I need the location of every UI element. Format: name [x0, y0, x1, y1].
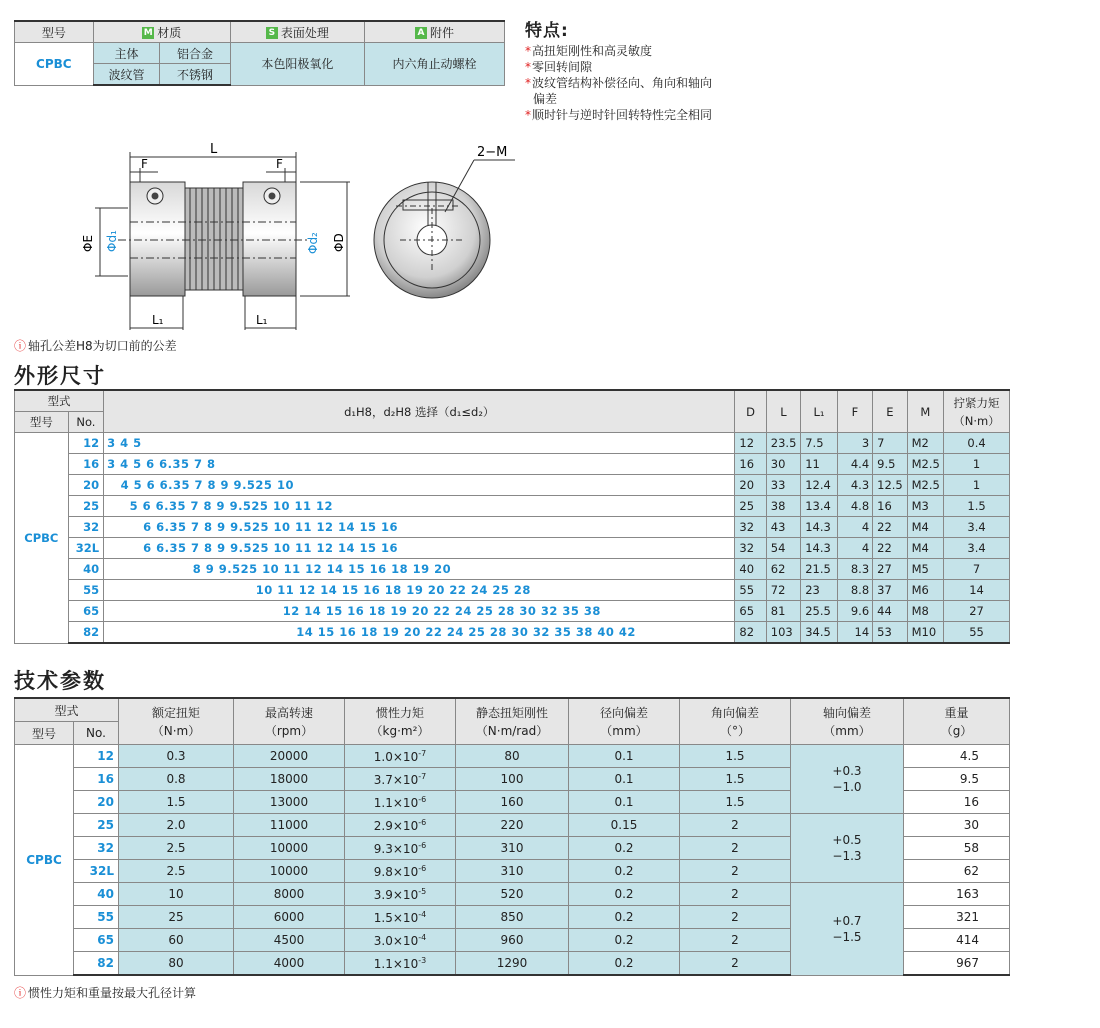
dims-model: CPBC — [15, 433, 69, 644]
dims-cell-L: 30 — [766, 454, 800, 475]
dims-cell-T: 3.4 — [944, 538, 1010, 559]
feature-item: 偏差 — [533, 92, 558, 106]
info-icon: ⓘ — [14, 339, 27, 353]
dims-cell-no: 65 — [68, 601, 103, 622]
dims-cell-select: 4 5 6 6.35 7 8 9 9.525 10 — [104, 475, 735, 496]
dims-cell-F: 14 — [837, 622, 872, 644]
tech-title: 技术参数 — [14, 669, 106, 693]
dims-cell-L: 33 — [766, 475, 800, 496]
dims-cell-F: 4 — [837, 517, 872, 538]
dims-cell-E: 22 — [873, 538, 907, 559]
spec-mat1-val: 铝合金 — [160, 43, 231, 64]
tech-cell-angular: 2 — [680, 814, 791, 837]
tech-cell-angular: 1.5 — [680, 791, 791, 814]
tech-cell-speed: 10000 — [234, 860, 345, 883]
spec-mat2-part: 波纹管 — [93, 64, 160, 86]
table-row — [15, 496, 1010, 517]
dims-cell-L1: 34.5 — [801, 622, 837, 644]
dims-cell-no: 40 — [68, 559, 103, 580]
dims-cell-M: M2.5 — [907, 475, 943, 496]
dims-cell-no: 55 — [68, 580, 103, 601]
spec-header-accessory: A 附件 — [364, 21, 504, 43]
spec-accessory: 内六角止动螺栓 — [364, 43, 504, 86]
tech-cell-inertia: $3.0\times 10^{-4}$ — [345, 929, 456, 952]
note-inertia: ⓘ 惯性力矩和重量按最大孔径计算 — [14, 986, 197, 1000]
dims-cell-select: 8 9 9.525 10 11 12 14 15 16 18 19 20 — [104, 559, 735, 580]
tech-header-form: 型式 — [15, 698, 119, 722]
dims-cell-E: 37 — [873, 580, 907, 601]
dimensions-table — [14, 389, 1010, 644]
tech-cell-no: 40 — [74, 883, 119, 906]
tech-cell-speed: 18000 — [234, 768, 345, 791]
dims-cell-select: 3 4 5 6 6.35 7 8 — [104, 454, 735, 475]
dims-cell-select: 10 11 12 14 15 16 18 19 20 22 24 25 28 — [104, 580, 735, 601]
dims-header-no: No. — [68, 412, 103, 433]
tech-cell-torque: 0.8 — [119, 768, 234, 791]
dims-cell-no: 32 — [68, 517, 103, 538]
tech-cell-stiffness: 220 — [456, 814, 569, 837]
dims-cell-select: 6 6.35 7 8 9 9.525 10 11 12 14 15 16 — [104, 517, 735, 538]
dims-cell-F: 4.4 — [837, 454, 872, 475]
dims-header-L: L — [766, 390, 800, 433]
tech-cell-weight: 9.5 — [904, 768, 1010, 791]
tech-cell-stiffness: 1290 — [456, 952, 569, 976]
dims-cell-no: 82 — [68, 622, 103, 644]
dims-cell-no: 32L — [68, 538, 103, 559]
dims-cell-M: M4 — [907, 517, 943, 538]
spec-table — [14, 20, 505, 86]
spec-model: CPBC — [15, 43, 94, 86]
dims-cell-select: 14 15 16 18 19 20 22 24 25 28 30 32 35 38 40 42 — [104, 622, 735, 644]
tech-cell-speed: 13000 — [234, 791, 345, 814]
tech-cell-radial: 0.2 — [569, 906, 680, 929]
dims-header-E: E — [873, 390, 907, 433]
dims-cell-L1: 11 — [801, 454, 837, 475]
tech-cell-inertia: $3.9\times 10^{-5}$ — [345, 883, 456, 906]
dims-cell-D: 65 — [735, 601, 766, 622]
dims-cell-no: 16 — [68, 454, 103, 475]
dims-header-model: 型号 — [15, 412, 69, 433]
dims-cell-no: 12 — [68, 433, 103, 454]
dims-cell-D: 40 — [735, 559, 766, 580]
coupling-drawing — [60, 135, 520, 335]
table-row — [15, 517, 1010, 538]
label-L1-right: L₁ — [256, 313, 268, 327]
tech-cell-angular: 2 — [680, 906, 791, 929]
tech-cell-torque: 0.3 — [119, 745, 234, 768]
tech-cell-inertia: $9.8\times 10^{-6}$ — [345, 860, 456, 883]
dims-cell-L: 23.5 — [766, 433, 800, 454]
tech-cell-inertia: $1.1\times 10^{-3}$ — [345, 952, 456, 976]
table-row — [15, 622, 1010, 644]
tech-cell-torque: 60 — [119, 929, 234, 952]
dims-title: 外形尺寸 — [14, 364, 106, 388]
tech-cell-no: 32 — [74, 837, 119, 860]
dims-cell-L1: 12.4 — [801, 475, 837, 496]
label-L: L — [210, 142, 218, 157]
tech-cell-speed: 11000 — [234, 814, 345, 837]
features-title: 特点: — [525, 21, 569, 41]
dims-header-torque: 拧紧力矩 （N·m） — [944, 390, 1010, 433]
dims-cell-L: 43 — [766, 517, 800, 538]
dims-cell-T: 0.4 — [944, 433, 1010, 454]
dims-cell-T: 27 — [944, 601, 1010, 622]
tech-cell-inertia: $3.7\times 10^{-7}$ — [345, 768, 456, 791]
dims-cell-T: 1 — [944, 475, 1010, 496]
tech-cell-angular: 1.5 — [680, 745, 791, 768]
dims-cell-E: 27 — [873, 559, 907, 580]
tech-header-torque: 额定扭矩 （N·m） — [119, 698, 234, 745]
label-2M: 2−M — [477, 145, 508, 160]
table-row — [15, 559, 1010, 580]
dims-cell-D: 25 — [735, 496, 766, 517]
tech-cell-axial: +0.7 −1.5 — [791, 883, 904, 976]
dims-cell-L: 62 — [766, 559, 800, 580]
dims-cell-L1: 21.5 — [801, 559, 837, 580]
tech-cell-stiffness: 310 — [456, 860, 569, 883]
note-bore-tolerance: ⓘ 轴孔公差H8为切口前的公差 — [14, 339, 177, 353]
tech-cell-radial: 0.15 — [569, 814, 680, 837]
tech-cell-no: 20 — [74, 791, 119, 814]
tech-header-angular: 角向偏差 （°） — [680, 698, 791, 745]
feature-item: *高扭矩刚性和高灵敏度 — [525, 44, 653, 58]
tech-cell-speed: 20000 — [234, 745, 345, 768]
tech-header-axial: 轴向偏差 （mm） — [791, 698, 904, 745]
tech-cell-axial: +0.3 −1.0 — [791, 745, 904, 814]
tech-cell-speed: 4500 — [234, 929, 345, 952]
tech-cell-torque: 10 — [119, 883, 234, 906]
tech-cell-inertia: $9.3\times 10^{-6}$ — [345, 837, 456, 860]
table-row — [15, 745, 1010, 768]
tech-cell-no: 55 — [74, 906, 119, 929]
dims-header-D: D — [735, 390, 766, 433]
tech-cell-no: 12 — [74, 745, 119, 768]
dims-cell-M: M2 — [907, 433, 943, 454]
tech-cell-angular: 2 — [680, 837, 791, 860]
tech-cell-stiffness: 520 — [456, 883, 569, 906]
tech-cell-angular: 2 — [680, 860, 791, 883]
spec-mat1-part: 主体 — [93, 43, 160, 64]
tech-cell-radial: 0.2 — [569, 929, 680, 952]
label-phiE: ΦE — [81, 234, 95, 252]
table-row — [15, 454, 1010, 475]
dims-cell-L: 103 — [766, 622, 800, 644]
dims-cell-L: 81 — [766, 601, 800, 622]
spec-mat2-val: 不锈钢 — [160, 64, 231, 86]
tech-cell-weight: 163 — [904, 883, 1010, 906]
dims-cell-E: 53 — [873, 622, 907, 644]
dims-cell-L: 38 — [766, 496, 800, 517]
tech-cell-torque: 2.5 — [119, 837, 234, 860]
label-phid2: Φd₂ — [306, 232, 320, 254]
spec-header-material: M 材质 — [93, 21, 230, 43]
dims-cell-select: 3 4 5 — [104, 433, 735, 454]
tech-cell-inertia: $1.5\times 10^{-4}$ — [345, 906, 456, 929]
dims-cell-L: 54 — [766, 538, 800, 559]
dims-cell-L1: 14.3 — [801, 517, 837, 538]
dims-cell-E: 44 — [873, 601, 907, 622]
dims-cell-D: 32 — [735, 538, 766, 559]
dims-cell-F: 9.6 — [837, 601, 872, 622]
tech-header-weight: 重量 （g） — [904, 698, 1010, 745]
tech-cell-radial: 0.2 — [569, 952, 680, 976]
tech-header-radial: 径向偏差 （mm） — [569, 698, 680, 745]
tech-cell-angular: 2 — [680, 952, 791, 976]
label-phid1: Φd₁ — [105, 230, 119, 252]
tech-header-model: 型号 — [15, 722, 74, 745]
tech-cell-torque: 2.5 — [119, 860, 234, 883]
dims-cell-select: 6 6.35 7 8 9 9.525 10 11 12 14 15 16 — [104, 538, 735, 559]
tech-model: CPBC — [15, 745, 74, 976]
dims-cell-D: 16 — [735, 454, 766, 475]
dims-cell-T: 3.4 — [944, 517, 1010, 538]
tech-cell-no: 65 — [74, 929, 119, 952]
tech-cell-angular: 2 — [680, 883, 791, 906]
dims-cell-L1: 23 — [801, 580, 837, 601]
dims-cell-E: 12.5 — [873, 475, 907, 496]
dims-cell-select: 12 14 15 16 18 19 20 22 24 25 28 30 32 35 38 — [104, 601, 735, 622]
tech-cell-inertia: $2.9\times 10^{-6}$ — [345, 814, 456, 837]
feature-item: *零回转间隙 — [525, 60, 593, 74]
dims-cell-M: M3 — [907, 496, 943, 517]
tech-cell-weight: 16 — [904, 791, 1010, 814]
label-F-right: F — [276, 157, 283, 171]
dims-cell-M: M4 — [907, 538, 943, 559]
label-phiD: ΦD — [332, 233, 346, 252]
dims-cell-E: 16 — [873, 496, 907, 517]
tech-cell-radial: 0.1 — [569, 768, 680, 791]
tech-cell-radial: 0.2 — [569, 837, 680, 860]
tech-cell-torque: 25 — [119, 906, 234, 929]
tech-cell-weight: 4.5 — [904, 745, 1010, 768]
spec-surface: 本色阳极氧化 — [230, 43, 364, 86]
tech-cell-radial: 0.2 — [569, 860, 680, 883]
dims-cell-T: 1.5 — [944, 496, 1010, 517]
tech-cell-weight: 967 — [904, 952, 1010, 976]
tech-cell-no: 25 — [74, 814, 119, 837]
dims-cell-M: M10 — [907, 622, 943, 644]
dims-cell-no: 25 — [68, 496, 103, 517]
tech-cell-no: 32L — [74, 860, 119, 883]
tech-params-table — [14, 697, 1010, 976]
dims-cell-T: 55 — [944, 622, 1010, 644]
tech-cell-speed: 8000 — [234, 883, 345, 906]
dims-cell-E: 9.5 — [873, 454, 907, 475]
tech-cell-radial: 0.2 — [569, 883, 680, 906]
table-row — [15, 814, 1010, 837]
dims-cell-D: 55 — [735, 580, 766, 601]
dims-header-form: 型式 — [15, 390, 104, 412]
tech-header-speed: 最高转速 （rpm） — [234, 698, 345, 745]
dims-cell-L1: 13.4 — [801, 496, 837, 517]
dims-cell-F: 4.8 — [837, 496, 872, 517]
label-F-left: F — [141, 157, 148, 171]
dims-cell-E: 7 — [873, 433, 907, 454]
tech-header-inertia: 惯性力矩 （kg·m²） — [345, 698, 456, 745]
dims-header-L1: L₁ — [801, 390, 837, 433]
tech-cell-weight: 321 — [904, 906, 1010, 929]
label-L1-left: L₁ — [152, 313, 164, 327]
spec-header-surface: S 表面处理 — [230, 21, 364, 43]
dims-cell-M: M5 — [907, 559, 943, 580]
table-row — [15, 433, 1010, 454]
tech-cell-stiffness: 100 — [456, 768, 569, 791]
dims-cell-M: M2.5 — [907, 454, 943, 475]
tech-cell-weight: 414 — [904, 929, 1010, 952]
tech-cell-torque: 2.0 — [119, 814, 234, 837]
tech-cell-speed: 10000 — [234, 837, 345, 860]
dims-cell-T: 1 — [944, 454, 1010, 475]
tech-cell-stiffness: 310 — [456, 837, 569, 860]
tech-cell-torque: 80 — [119, 952, 234, 976]
tag-m: M — [143, 28, 153, 38]
table-row — [15, 475, 1010, 496]
feature-item: *顺时针与逆时针回转特性完全相同 — [525, 108, 713, 122]
tech-cell-radial: 0.1 — [569, 791, 680, 814]
table-row — [15, 538, 1010, 559]
tech-cell-no: 82 — [74, 952, 119, 976]
dims-header-F: F — [837, 390, 872, 433]
dims-cell-L1: 25.5 — [801, 601, 837, 622]
features — [525, 16, 712, 123]
dims-cell-T: 7 — [944, 559, 1010, 580]
dims-cell-D: 82 — [735, 622, 766, 644]
dims-cell-no: 20 — [68, 475, 103, 496]
table-row — [15, 580, 1010, 601]
tech-cell-radial: 0.1 — [569, 745, 680, 768]
dims-cell-E: 22 — [873, 517, 907, 538]
dims-cell-M: M8 — [907, 601, 943, 622]
tech-header-stiffness: 静态扭矩刚性 （N·m/rad） — [456, 698, 569, 745]
dims-cell-F: 4 — [837, 538, 872, 559]
tech-cell-stiffness: 80 — [456, 745, 569, 768]
tech-cell-weight: 30 — [904, 814, 1010, 837]
info-icon: ⓘ — [14, 986, 27, 1000]
tech-cell-angular: 2 — [680, 929, 791, 952]
dims-cell-F: 3 — [837, 433, 872, 454]
dims-header-M: M — [907, 390, 943, 433]
dims-cell-select: 5 6 6.35 7 8 9 9.525 10 11 12 — [104, 496, 735, 517]
feature-item: *波纹管结构补偿径向、角向和轴向 — [525, 76, 713, 90]
tech-cell-inertia: $1.0\times 10^{-7}$ — [345, 745, 456, 768]
tech-header-no: No. — [74, 722, 119, 745]
tech-cell-inertia: $1.1\times 10^{-6}$ — [345, 791, 456, 814]
tech-cell-speed: 6000 — [234, 906, 345, 929]
tech-cell-stiffness: 850 — [456, 906, 569, 929]
dims-cell-L: 72 — [766, 580, 800, 601]
dims-cell-F: 4.3 — [837, 475, 872, 496]
tech-cell-stiffness: 160 — [456, 791, 569, 814]
dims-cell-D: 12 — [735, 433, 766, 454]
tech-cell-no: 16 — [74, 768, 119, 791]
dims-cell-F: 8.8 — [837, 580, 872, 601]
dims-cell-L1: 14.3 — [801, 538, 837, 559]
spec-header-model: 型号 — [15, 21, 94, 43]
dims-cell-D: 32 — [735, 517, 766, 538]
tech-cell-torque: 1.5 — [119, 791, 234, 814]
dims-cell-M: M6 — [907, 580, 943, 601]
tag-a: A — [415, 27, 427, 39]
dims-header-select: d₁H8，d₂H8 选择（d₁≤d₂） — [104, 390, 735, 433]
tech-cell-angular: 1.5 — [680, 768, 791, 791]
dims-cell-D: 20 — [735, 475, 766, 496]
tech-cell-weight: 62 — [904, 860, 1010, 883]
tech-cell-weight: 58 — [904, 837, 1010, 860]
tag-s: S — [266, 27, 278, 39]
dims-cell-T: 14 — [944, 580, 1010, 601]
table-row — [15, 601, 1010, 622]
dims-cell-L1: 7.5 — [801, 433, 837, 454]
dims-cell-F: 8.3 — [837, 559, 872, 580]
tech-cell-stiffness: 960 — [456, 929, 569, 952]
table-row — [15, 883, 1010, 906]
tech-cell-speed: 4000 — [234, 952, 345, 976]
tech-cell-axial: +0.5 −1.3 — [791, 814, 904, 883]
